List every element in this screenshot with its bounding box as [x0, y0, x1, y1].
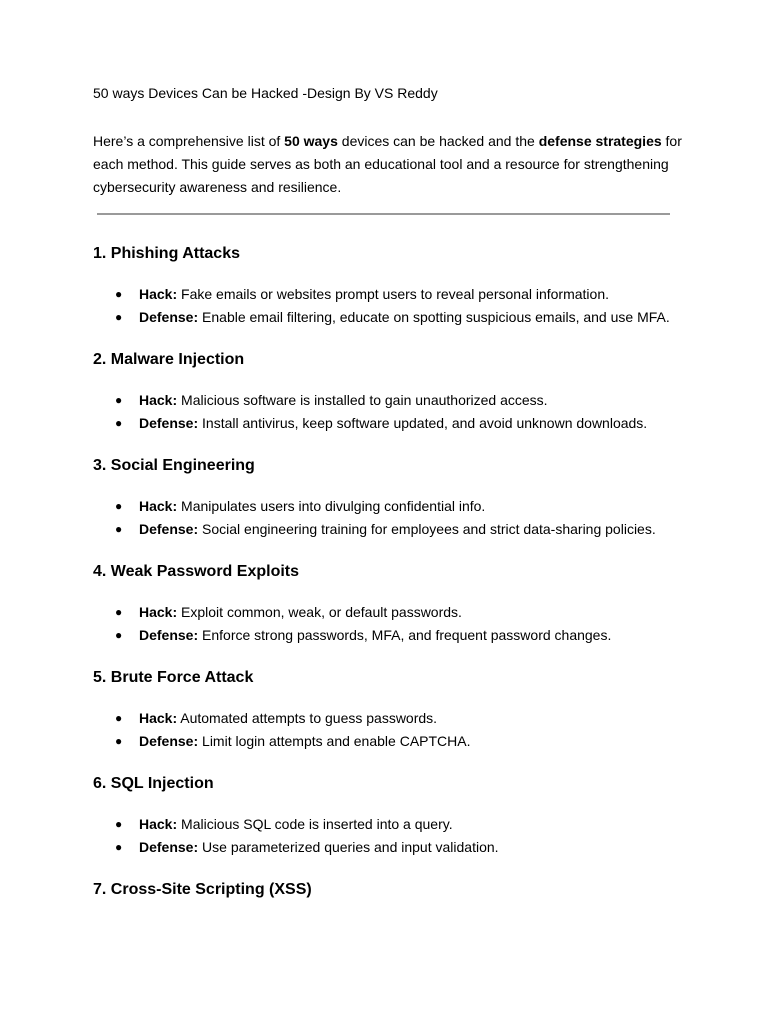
section-heading: 1. Phishing Attacks	[93, 245, 240, 262]
bullet-list	[93, 389, 683, 435]
bullet-icon: ●	[115, 734, 123, 748]
item-text: Enable email filtering, educate on spotting suspicious emails, and use MFA.	[198, 309, 670, 325]
list-item	[93, 601, 683, 624]
item-text: Social engineering training for employees and strict data-sharing policies.	[198, 521, 656, 537]
item-label: Defense:	[139, 733, 199, 749]
intro-emphasis: 50 ways	[284, 133, 338, 149]
bullet-icon: ●	[115, 499, 123, 513]
list-item	[93, 518, 683, 541]
section	[93, 667, 683, 753]
item-text: Install antivirus, keep software updated, and avoid unknown downloads.	[198, 415, 648, 431]
section-heading: 3. Social Engineering	[93, 457, 255, 474]
item-text: Exploit common, weak, or default passwords.	[177, 604, 462, 620]
section-heading: 5. Brute Force Attack	[93, 669, 254, 686]
bullet-list	[93, 601, 683, 647]
item-label: Hack:	[139, 604, 178, 620]
list-item	[93, 412, 683, 435]
item-text: Enforce strong passwords, MFA, and frequent password changes.	[198, 627, 612, 643]
intro-text: Here’s a comprehensive list of	[93, 133, 285, 149]
bullet-icon: ●	[115, 393, 123, 407]
item-label: Defense:	[139, 309, 199, 325]
item-label: Hack:	[139, 816, 178, 832]
list-item	[93, 306, 683, 329]
bullet-icon: ●	[115, 287, 123, 301]
list-item	[93, 813, 683, 836]
bullet-icon: ●	[115, 605, 123, 619]
item-text: Malicious software is installed to gain unauthorized access.	[177, 392, 548, 408]
bullet-list	[93, 283, 683, 329]
section	[93, 243, 683, 329]
list-item	[93, 624, 683, 647]
bullet-list	[93, 813, 683, 859]
item-label: Defense:	[139, 415, 199, 431]
bullet-icon: ●	[115, 840, 123, 854]
section-heading: 2. Malware Injection	[93, 351, 245, 368]
item-label: Hack:	[139, 710, 178, 726]
bullet-icon: ●	[115, 817, 123, 831]
list-item	[93, 730, 683, 753]
intro-text: for each method. This guide serves as both an educational tool and a resource for strengthening cybersecurity awareness and resilience.	[93, 133, 682, 195]
list-item	[93, 707, 683, 730]
intro-text: devices can be hacked and the	[337, 133, 539, 149]
item-label: Hack:	[139, 498, 178, 514]
bullet-icon: ●	[115, 628, 123, 642]
item-text: Malicious SQL code is inserted into a query.	[177, 816, 453, 832]
item-label: Defense:	[139, 521, 199, 537]
intro-emphasis: defense strategies	[538, 133, 662, 149]
bullet-icon: ●	[115, 522, 123, 536]
bullet-list	[93, 707, 683, 753]
section	[93, 879, 683, 901]
sections-container	[93, 243, 683, 901]
item-label: Defense:	[139, 627, 199, 643]
bullet-list	[93, 495, 683, 541]
bullet-icon: ●	[115, 711, 123, 725]
list-item	[93, 836, 683, 859]
item-label: Hack:	[139, 392, 178, 408]
section-heading: 4. Weak Password Exploits	[93, 563, 300, 580]
document-title: 50 ways Devices Can be Hacked -Design By VS Reddy	[93, 85, 438, 101]
item-label: Defense:	[139, 839, 199, 855]
bullet-icon: ●	[115, 416, 123, 430]
item-text: Automated attempts to guess passwords.	[177, 710, 438, 726]
item-label: Hack:	[139, 286, 178, 302]
item-text: Limit login attempts and enable CAPTCHA.	[198, 733, 471, 749]
section	[93, 349, 683, 435]
item-text: Manipulates users into divulging confidential info.	[177, 498, 486, 514]
item-text: Use parameterized queries and input validation.	[198, 839, 499, 855]
intro-paragraph	[93, 130, 683, 199]
list-item	[93, 495, 683, 518]
list-item	[93, 283, 683, 306]
list-item	[93, 389, 683, 412]
document-content	[93, 84, 683, 901]
section	[93, 561, 683, 647]
bullet-icon: ●	[115, 310, 123, 324]
section-heading: 6. SQL Injection	[93, 775, 214, 792]
section-heading: 7. Cross-Site Scripting (XSS)	[93, 881, 312, 898]
section	[93, 455, 683, 541]
item-text: Fake emails or websites prompt users to reveal personal information.	[177, 286, 609, 302]
horizontal-divider	[97, 213, 670, 215]
section	[93, 773, 683, 859]
